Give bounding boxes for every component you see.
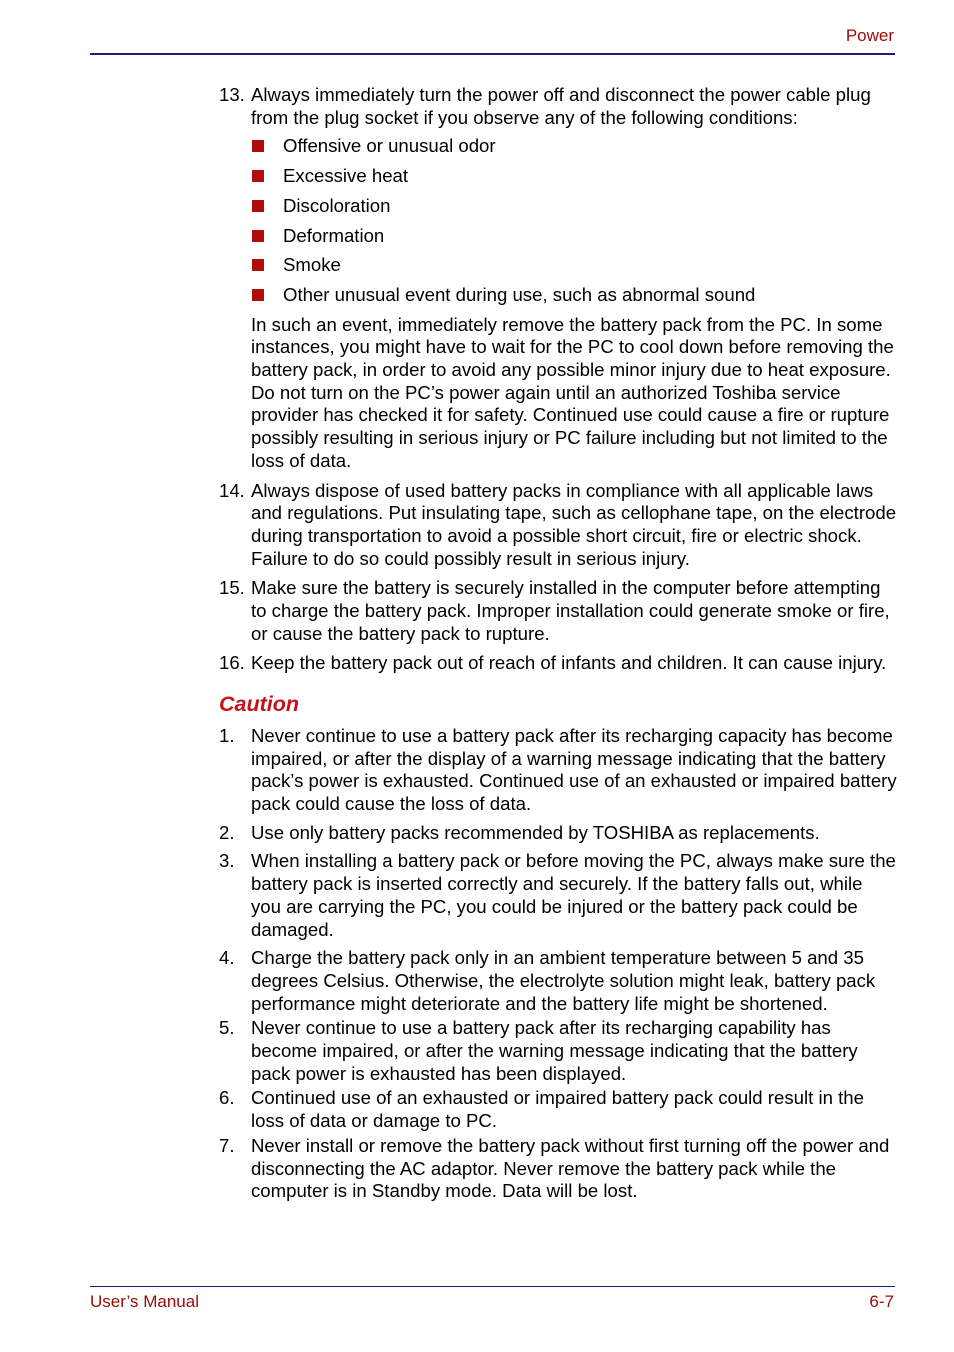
item-number: 13. [219,84,245,105]
caution-item-2 [219,822,897,845]
item-text: Continued use of an exhausted or impaired battery pack could result in the loss of data or damage to PC. [251,1087,864,1132]
item-note: In such an event, immediately remove the battery pack from the PC. In some instances, you might have to wait for the PC to cool down before removing the battery pack, in order to avoid any possible minor injury due to heat exposure. Do not turn on the PC’s power again until an authorized Toshiba service provider has checked it for safety. Continued use could cause a fire or rupture possibly resulting in serious injury or PC failure including but not limited to the loss of data. [251,313,894,471]
item-number: 5. [219,1017,235,1039]
square-bullet-icon [252,140,264,152]
item-text: Keep the battery pack out of reach of infants and children. It can cause injury. [251,652,887,674]
item-text: Never install or remove the battery pack without first turning off the power and disconnecting the AC adaptor. Never remove the battery pack while the computer is in Standby mode. Data will be lost. [251,1134,890,1202]
caution-item-3 [219,850,897,941]
bullet-text: Offensive or unusual odor [283,135,496,157]
caution-item-6 [219,1087,897,1132]
list-item [251,195,897,218]
item-number: 14. [219,479,245,501]
item-text: Always dispose of used battery packs in compliance with all applicable laws and regulations. Put insulating tape, such as cellophane tape, on the electrode during transportation to avoid a possible short circuit, fire or electric shock. Failure to do so could possibly result in serious injury. [251,479,897,569]
warning-item-14 [219,480,897,571]
item-text: Always immediately turn the power off and disconnect the power cable plug from the plug socket if you observe any of the following conditions: [251,84,871,128]
list-item [251,165,897,188]
square-bullet-icon [252,170,264,182]
bullet-text: Smoke [283,254,341,276]
square-bullet-icon [252,259,264,271]
item-number: 3. [219,850,235,872]
item-number: 1. [219,724,235,746]
square-bullet-icon [252,230,264,242]
header-rule [90,53,895,55]
bullet-text: Other unusual event during use, such as abnormal sound [283,283,756,305]
warning-item-15 [219,577,897,645]
list-item [251,254,897,277]
bullet-text: Discoloration [283,194,391,216]
footer-page-number: 6-7 [869,1292,894,1311]
item-text: When installing a battery pack or before moving the PC, always make sure the battery pack is inserted correctly and securely. If the battery falls out, while you are carrying the PC, you could be injured or the battery pack could be damaged. [251,850,896,940]
conditions-list [251,135,897,306]
caution-item-5 [219,1017,897,1085]
list-item [251,284,897,307]
item-number: 7. [219,1134,235,1156]
page-body [219,84,897,1203]
item-number: 6. [219,1087,235,1109]
caution-item-4 [219,947,897,1015]
bullet-text: Excessive heat [283,165,409,187]
square-bullet-icon [252,200,264,212]
warning-item-16 [219,652,897,675]
item-text: Use only battery packs recommended by TOSHIBA as replacements. [251,821,820,843]
square-bullet-icon [252,289,264,301]
item-text: Never continue to use a battery pack after its recharging capacity has become impaired, or after the display of a warning message indicating that the battery pack’s power is exhausted. Continued use of an exhausted or impaired battery pack could cause the loss of data. [251,724,897,814]
list-item [251,225,897,248]
caution-item-1 [219,725,897,816]
item-text: Charge the battery pack only in an ambient temperature between 5 and 35 degrees Celsius. Otherwise, the electrolyte solution might leak, battery pack performance might deteriorate and the battery life might be shortened. [251,947,876,1014]
item-number: 16. [219,652,245,674]
caution-heading: Caution [219,692,300,717]
item-text: Make sure the battery is securely installed in the computer before attempting to charge the battery pack. Improper installation could generate smoke or fire, or cause the battery pack to rupture. [251,577,890,644]
item-number: 2. [219,821,235,843]
page-header-title: Power [845,26,894,45]
item-text: Never continue to use a battery pack after its recharging capability has become impaired, or after the warning message indicating that the battery pack power is exhausted has been displayed. [251,1017,858,1084]
caution-item-7 [219,1135,897,1203]
list-item [251,135,897,158]
warning-item-13 [219,84,897,473]
footer-rule [90,1286,895,1287]
footer-manual-title: User’s Manual [90,1292,199,1311]
item-number: 15. [219,577,245,599]
bullet-text: Deformation [283,224,385,246]
item-number: 4. [219,947,235,969]
